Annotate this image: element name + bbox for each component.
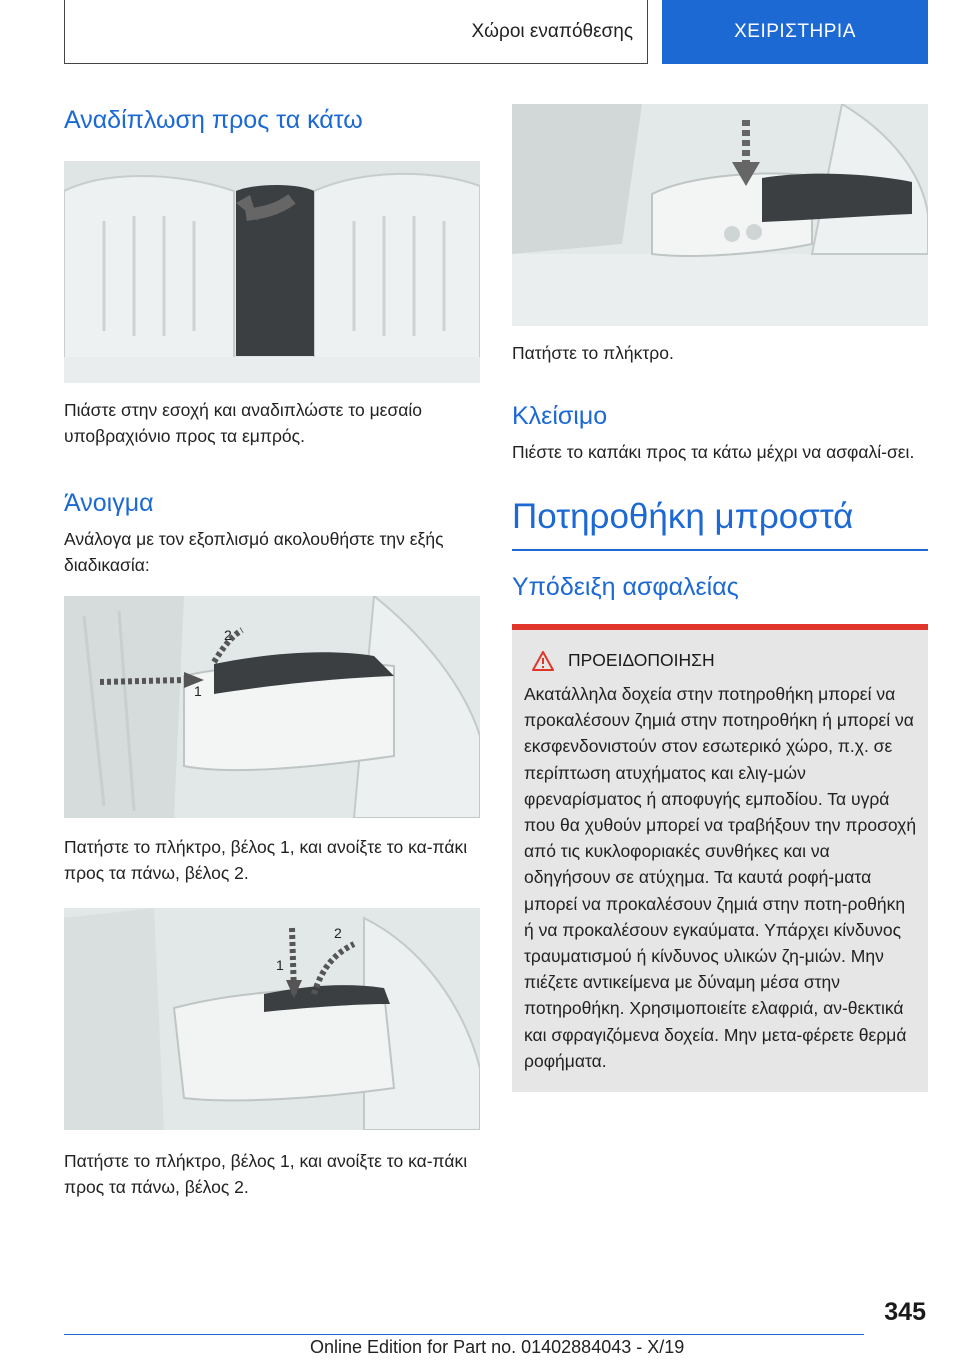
armrest-open-figure-1: [64, 596, 480, 818]
footer-divider: [64, 1334, 864, 1335]
arrow-label-1: 1: [194, 683, 202, 699]
warning-text: Ακατάλληλα δοχεία στην ποτηροθήκη μπορεί να προκαλέσουν ζημιά στην ποτηροθήκη ή μπορεί να εκσφενδονιστούν στον εσωτερικό χώρο, π.χ. σε περίπτωση ατυχήματος και ελιγ-μών φρεναρίσματος ή αποφυγής εμποδίου. Τα υγρά που θα χυθούν μπορεί να τραβήξουν την προσοχή από τις κυκλοφοριακές συνθήκες και να οδηγήσουν σε ατύχημα. Τα καυτά ροφή-ματα μπορεί να προκαλέσουν ζημιά στην ποτη-ροθήκη ή να προκαλέσουν εγκαύματα. Υπάρχει κίνδυνος τραυματισμού ή κίνδυνος υλικών ζη-μιών. Μην πιέζετε αντικείμενα με δύναμη μέσα στην ποτηροθήκη. Χρησιμοποιείτε ελαφριά, αν-θεκτικά και σφραγιζόμενα δοχεία. Μην μετα-φέρετε θερμά ροφήματα.: [524, 684, 917, 1071]
section-title: Χώροι εναπόθεσης: [64, 0, 648, 64]
fold-down-figure: [64, 161, 480, 383]
press-button-instructions: Πατήστε το πλήκτρο.: [512, 343, 674, 363]
page-header: [64, 0, 928, 64]
arrow-label-1: 1: [276, 957, 284, 973]
warning-label: ΠΡΟΕΙΔΟΠΟΙΗΣΗ: [568, 650, 715, 670]
armrest-open-figure-2: [64, 908, 480, 1130]
front-cupholder-heading: Ποτηροθήκη μπροστά: [512, 497, 854, 536]
armrest-press-figure: [512, 104, 928, 326]
opening-heading: Άνοιγμα: [64, 489, 154, 517]
warning-header: [524, 650, 918, 671]
edition-footer: Online Edition for Part no. 01402884043 - X/19: [310, 1337, 685, 1357]
heading-divider: [512, 549, 928, 551]
closing-instructions: Πιέστε το καπάκι προς τα κάτω μέχρι να ασφαλί-σει.: [512, 442, 915, 462]
arrow-label-2: 2: [334, 925, 342, 941]
right-column: [512, 104, 928, 1092]
manual-chapter-tab[interactable]: ΧΕΙΡΙΣΤΗΡΙΑ: [662, 0, 928, 64]
fold-down-heading: Αναδίπλωση προς τα κάτω: [64, 106, 363, 134]
warning-box: [512, 630, 928, 1092]
warning-triangle-icon: [532, 651, 554, 671]
opening-intro: Ανάλογα με τον εξοπλισμό ακολουθήστε την εξής διαδικασία:: [64, 529, 444, 575]
step-1-instructions: Πατήστε το πλήκτρο, βέλος 1, και ανοίξτε το κα-πάκι προς τα πάνω, βέλος 2.: [64, 837, 468, 883]
left-column: [64, 100, 480, 1200]
arrow-label-2: 2: [224, 627, 232, 643]
safety-notice-heading: Υπόδειξη ασφαλείας: [512, 573, 739, 601]
closing-heading: Κλείσιμο: [512, 402, 608, 430]
step-2-instructions: Πατήστε το πλήκτρο, βέλος 1, και ανοίξτε το κα-πάκι προς τα πάνω, βέλος 2.: [64, 1151, 468, 1197]
fold-down-instructions: Πιάστε στην εσοχή και αναδιπλώστε το μεσαίο υποβραχιόνιο προς τα εμπρός.: [64, 400, 423, 446]
page-number: 345: [884, 1298, 926, 1326]
